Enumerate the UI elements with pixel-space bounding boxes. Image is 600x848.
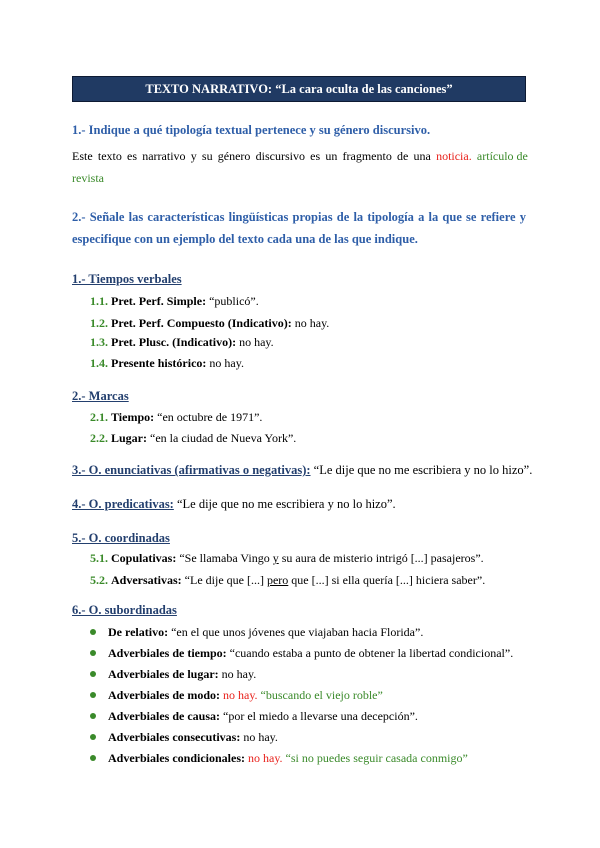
list-item bbox=[90, 335, 274, 350]
item-label: Pret. Plusc. (Indicativo): bbox=[111, 335, 237, 349]
list-item bbox=[90, 646, 513, 661]
section-coordinadas-heading: 5.- O. coordinadas bbox=[72, 531, 170, 545]
item-text: “en el que unos jóvenes que viajaban hacia Florida”. bbox=[168, 625, 424, 639]
list-item bbox=[90, 294, 259, 309]
item-red-text: no hay. bbox=[223, 688, 258, 702]
underlined-conjunction: pero bbox=[266, 573, 289, 587]
bullet-icon bbox=[90, 692, 96, 698]
list-item bbox=[90, 709, 418, 724]
answer-1 bbox=[72, 145, 528, 189]
item-number: 1.4. bbox=[90, 356, 108, 370]
item-label: Tiempo: bbox=[111, 410, 155, 424]
item-number: 5.2. bbox=[90, 573, 108, 587]
item-text: “Le dije que [...] bbox=[181, 573, 267, 587]
bullet-icon bbox=[90, 734, 96, 740]
section-marcas-heading: 2.- Marcas bbox=[72, 389, 129, 403]
item-label: Adversativas: bbox=[111, 573, 182, 587]
section-enunciativas-heading: 3.- O. enunciativas (afirmativas o negativas): bbox=[72, 463, 311, 477]
list-item bbox=[90, 316, 329, 331]
item-label: Adverbiales consecutivas: bbox=[108, 730, 241, 744]
item-label: Presente histórico: bbox=[111, 356, 207, 370]
item-text: “Se llamaba Vingo bbox=[176, 551, 273, 565]
list-item bbox=[90, 551, 484, 566]
item-label: De relativo: bbox=[108, 625, 169, 639]
document-title-banner bbox=[72, 76, 526, 102]
answer-word: una bbox=[413, 149, 431, 163]
bullet-icon bbox=[90, 671, 96, 677]
underlined-conjunction: y bbox=[272, 551, 279, 565]
list-item bbox=[90, 431, 296, 446]
item-text: su aura de misterio intrigó [...] pasajeros”. bbox=[278, 551, 484, 565]
item-label: Pret. Perf. Compuesto (Indicativo): bbox=[111, 316, 292, 330]
item-label: Adverbiales de modo: bbox=[108, 688, 220, 702]
item-text: no hay. bbox=[291, 316, 330, 330]
answer-word: es bbox=[127, 149, 138, 163]
item-number: 1.2. bbox=[90, 316, 108, 330]
item-green-text: “buscando el viejo roble” bbox=[257, 688, 383, 702]
answer-word: narrativo bbox=[142, 149, 186, 163]
answer-1-red-word: noticia. bbox=[436, 149, 472, 163]
list-item bbox=[90, 730, 278, 745]
answer-word: discursivo bbox=[255, 149, 305, 163]
item-label: Pret. Perf. Simple: bbox=[111, 294, 207, 308]
item-green-text: “si no puedes seguir casada conmigo” bbox=[282, 751, 468, 765]
document-title: TEXTO NARRATIVO: “La cara oculta de las canciones” bbox=[145, 81, 453, 96]
section-predicativas-heading: 4.- O. predicativas: bbox=[72, 497, 174, 511]
item-number: 1.3. bbox=[90, 335, 108, 349]
answer-1-line-2 bbox=[72, 167, 528, 189]
item-red-text: no hay. bbox=[248, 751, 283, 765]
list-item bbox=[90, 751, 468, 766]
answer-1-green-2: revista bbox=[72, 171, 104, 185]
answer-1-line-1 bbox=[72, 145, 528, 167]
item-text: que [...] si ella quería [...] hiciera saber”. bbox=[288, 573, 486, 587]
answer-word: es bbox=[310, 149, 321, 163]
item-label: Adverbiales de lugar: bbox=[108, 667, 219, 681]
list-item bbox=[90, 625, 423, 640]
list-item bbox=[90, 410, 262, 425]
item-label: Adverbiales condicionales: bbox=[108, 751, 245, 765]
item-text: no hay. bbox=[206, 356, 244, 370]
bullet-icon bbox=[90, 713, 96, 719]
list-item bbox=[90, 573, 485, 588]
section-subordinadas-heading: 6.- O. subordinadas bbox=[72, 603, 177, 617]
section-enunciativas-text: “Le dije que no me escribiera y no lo hizo”. bbox=[310, 463, 533, 477]
item-label: Lugar: bbox=[111, 431, 147, 445]
list-item bbox=[90, 688, 383, 703]
answer-word: su bbox=[201, 149, 213, 163]
answer-word: un bbox=[325, 149, 338, 163]
item-text: “por el miedo a llevarse una decepción”. bbox=[220, 709, 418, 723]
item-text: “en la ciudad de Nueva York”. bbox=[147, 431, 297, 445]
section-predicativas bbox=[72, 497, 396, 512]
item-text: no hay. bbox=[236, 335, 274, 349]
item-label: Adverbiales de tiempo: bbox=[108, 646, 227, 660]
item-number: 5.1. bbox=[90, 551, 108, 565]
answer-word: de bbox=[397, 149, 409, 163]
bullet-icon bbox=[90, 629, 96, 635]
answer-word: texto bbox=[97, 149, 122, 163]
answer-word: Este bbox=[72, 149, 93, 163]
question-2: 2.- Señale las características lingüísticas propias de la tipología a la que se refiere y especifique con un ejemplo del texto cada una de las que indique. bbox=[72, 210, 526, 246]
answer-word: fragmento bbox=[342, 149, 392, 163]
section-tiempos-verbales-heading: 1.- Tiempos verbales bbox=[72, 272, 182, 286]
item-label: Adverbiales de causa: bbox=[108, 709, 220, 723]
list-item bbox=[90, 356, 244, 371]
answer-word: y bbox=[190, 149, 197, 163]
item-number: 2.1. bbox=[90, 410, 108, 424]
answer-1-green-1: artículo de bbox=[476, 149, 528, 163]
section-enunciativas bbox=[72, 463, 532, 478]
item-text: “en octubre de 1971”. bbox=[154, 410, 263, 424]
item-number: 1.1. bbox=[90, 294, 108, 308]
item-text: “publicó”. bbox=[206, 294, 259, 308]
item-text: no hay. bbox=[240, 730, 278, 744]
bullet-icon bbox=[90, 650, 96, 656]
bullet-icon bbox=[90, 755, 96, 761]
list-item bbox=[90, 667, 256, 682]
item-text: no hay. bbox=[218, 667, 257, 681]
item-number: 2.2. bbox=[90, 431, 108, 445]
question-1: 1.- Indique a qué tipología textual pertenece y su género discursivo. bbox=[72, 123, 431, 137]
answer-word: género bbox=[217, 149, 251, 163]
section-predicativas-text: “Le dije que no me escribiera y no lo hizo”. bbox=[173, 497, 396, 511]
item-text: “cuando estaba a punto de obtener la libertad condicional”. bbox=[226, 646, 514, 660]
item-label: Copulativas: bbox=[111, 551, 177, 565]
